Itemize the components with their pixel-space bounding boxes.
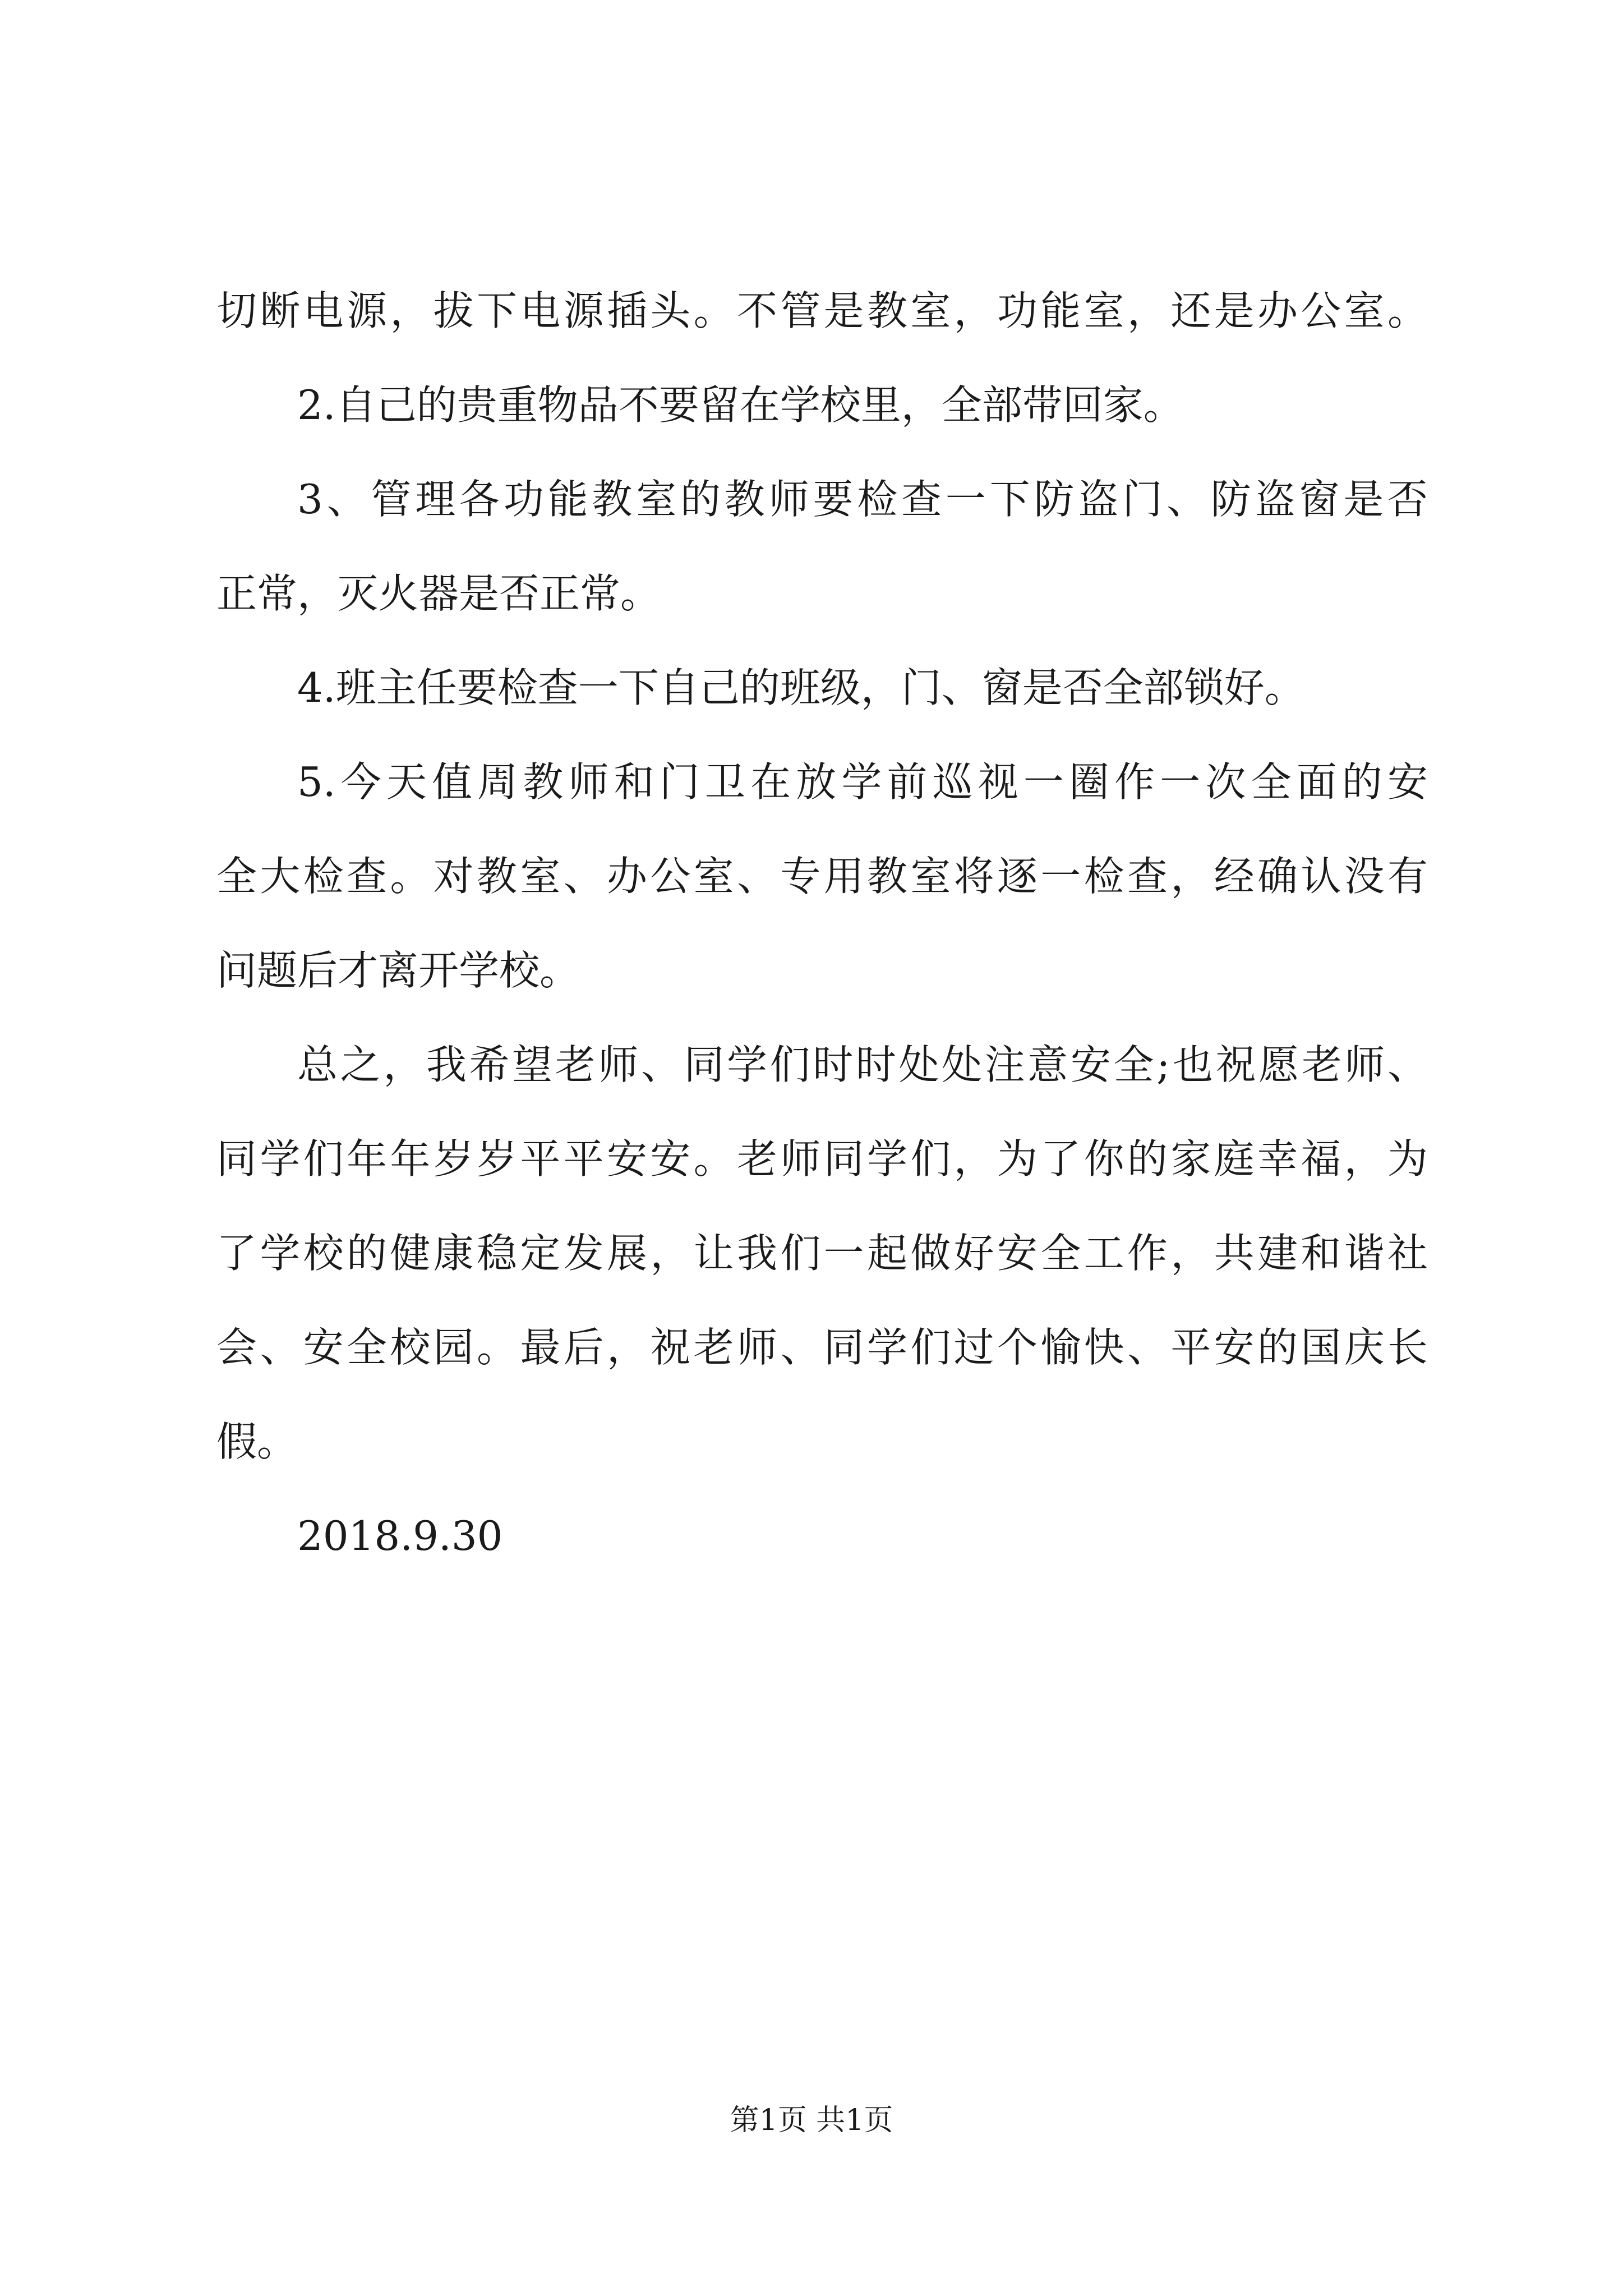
text-line: 5.今天值周教师和门卫在放学前巡视一圈作一次全面的安 bbox=[297, 758, 1428, 806]
document-body bbox=[216, 264, 1428, 1583]
text-line: 假。 bbox=[216, 1418, 298, 1465]
text-line: 总之，我希望老师、同学们时时处处注意安全;也祝愿老师、 bbox=[297, 1041, 1428, 1088]
text-line: 全大检查。对教室、办公室、专用教室将逐一检查，经确认没有 bbox=[216, 853, 1428, 900]
text-line: 了学校的健康稳定发展，让我们一起做好安全工作，共建和谐社 bbox=[216, 1230, 1428, 1277]
page-number-footer: 第1页 共1页 bbox=[730, 2104, 893, 2137]
text-line: 切断电源，拔下电源插头。不管是教室，功能室，还是办公室。 bbox=[216, 287, 1428, 334]
text-line: 会、安全校园。最后，祝老师、同学们过个愉快、平安的国庆长 bbox=[216, 1324, 1428, 1371]
text-line: 问题后才离开学校。 bbox=[216, 947, 580, 994]
text-line: 2.自己的贵重物品不要留在学校里，全部带回家。 bbox=[297, 381, 1184, 429]
text-line: 3、管理各功能教室的教师要检查一下防盗门、防盗窗是否 bbox=[297, 476, 1428, 523]
text-line: 正常，灭火器是否正常。 bbox=[216, 570, 661, 617]
text-line: 同学们年年岁岁平平安安。老师同学们，为了你的家庭幸福，为 bbox=[216, 1135, 1428, 1182]
text-line: 4.班主任要检查一下自己的班级，门、窗是否全部锁好。 bbox=[297, 664, 1305, 711]
date-line: 2018.9.30 bbox=[297, 1512, 503, 1559]
